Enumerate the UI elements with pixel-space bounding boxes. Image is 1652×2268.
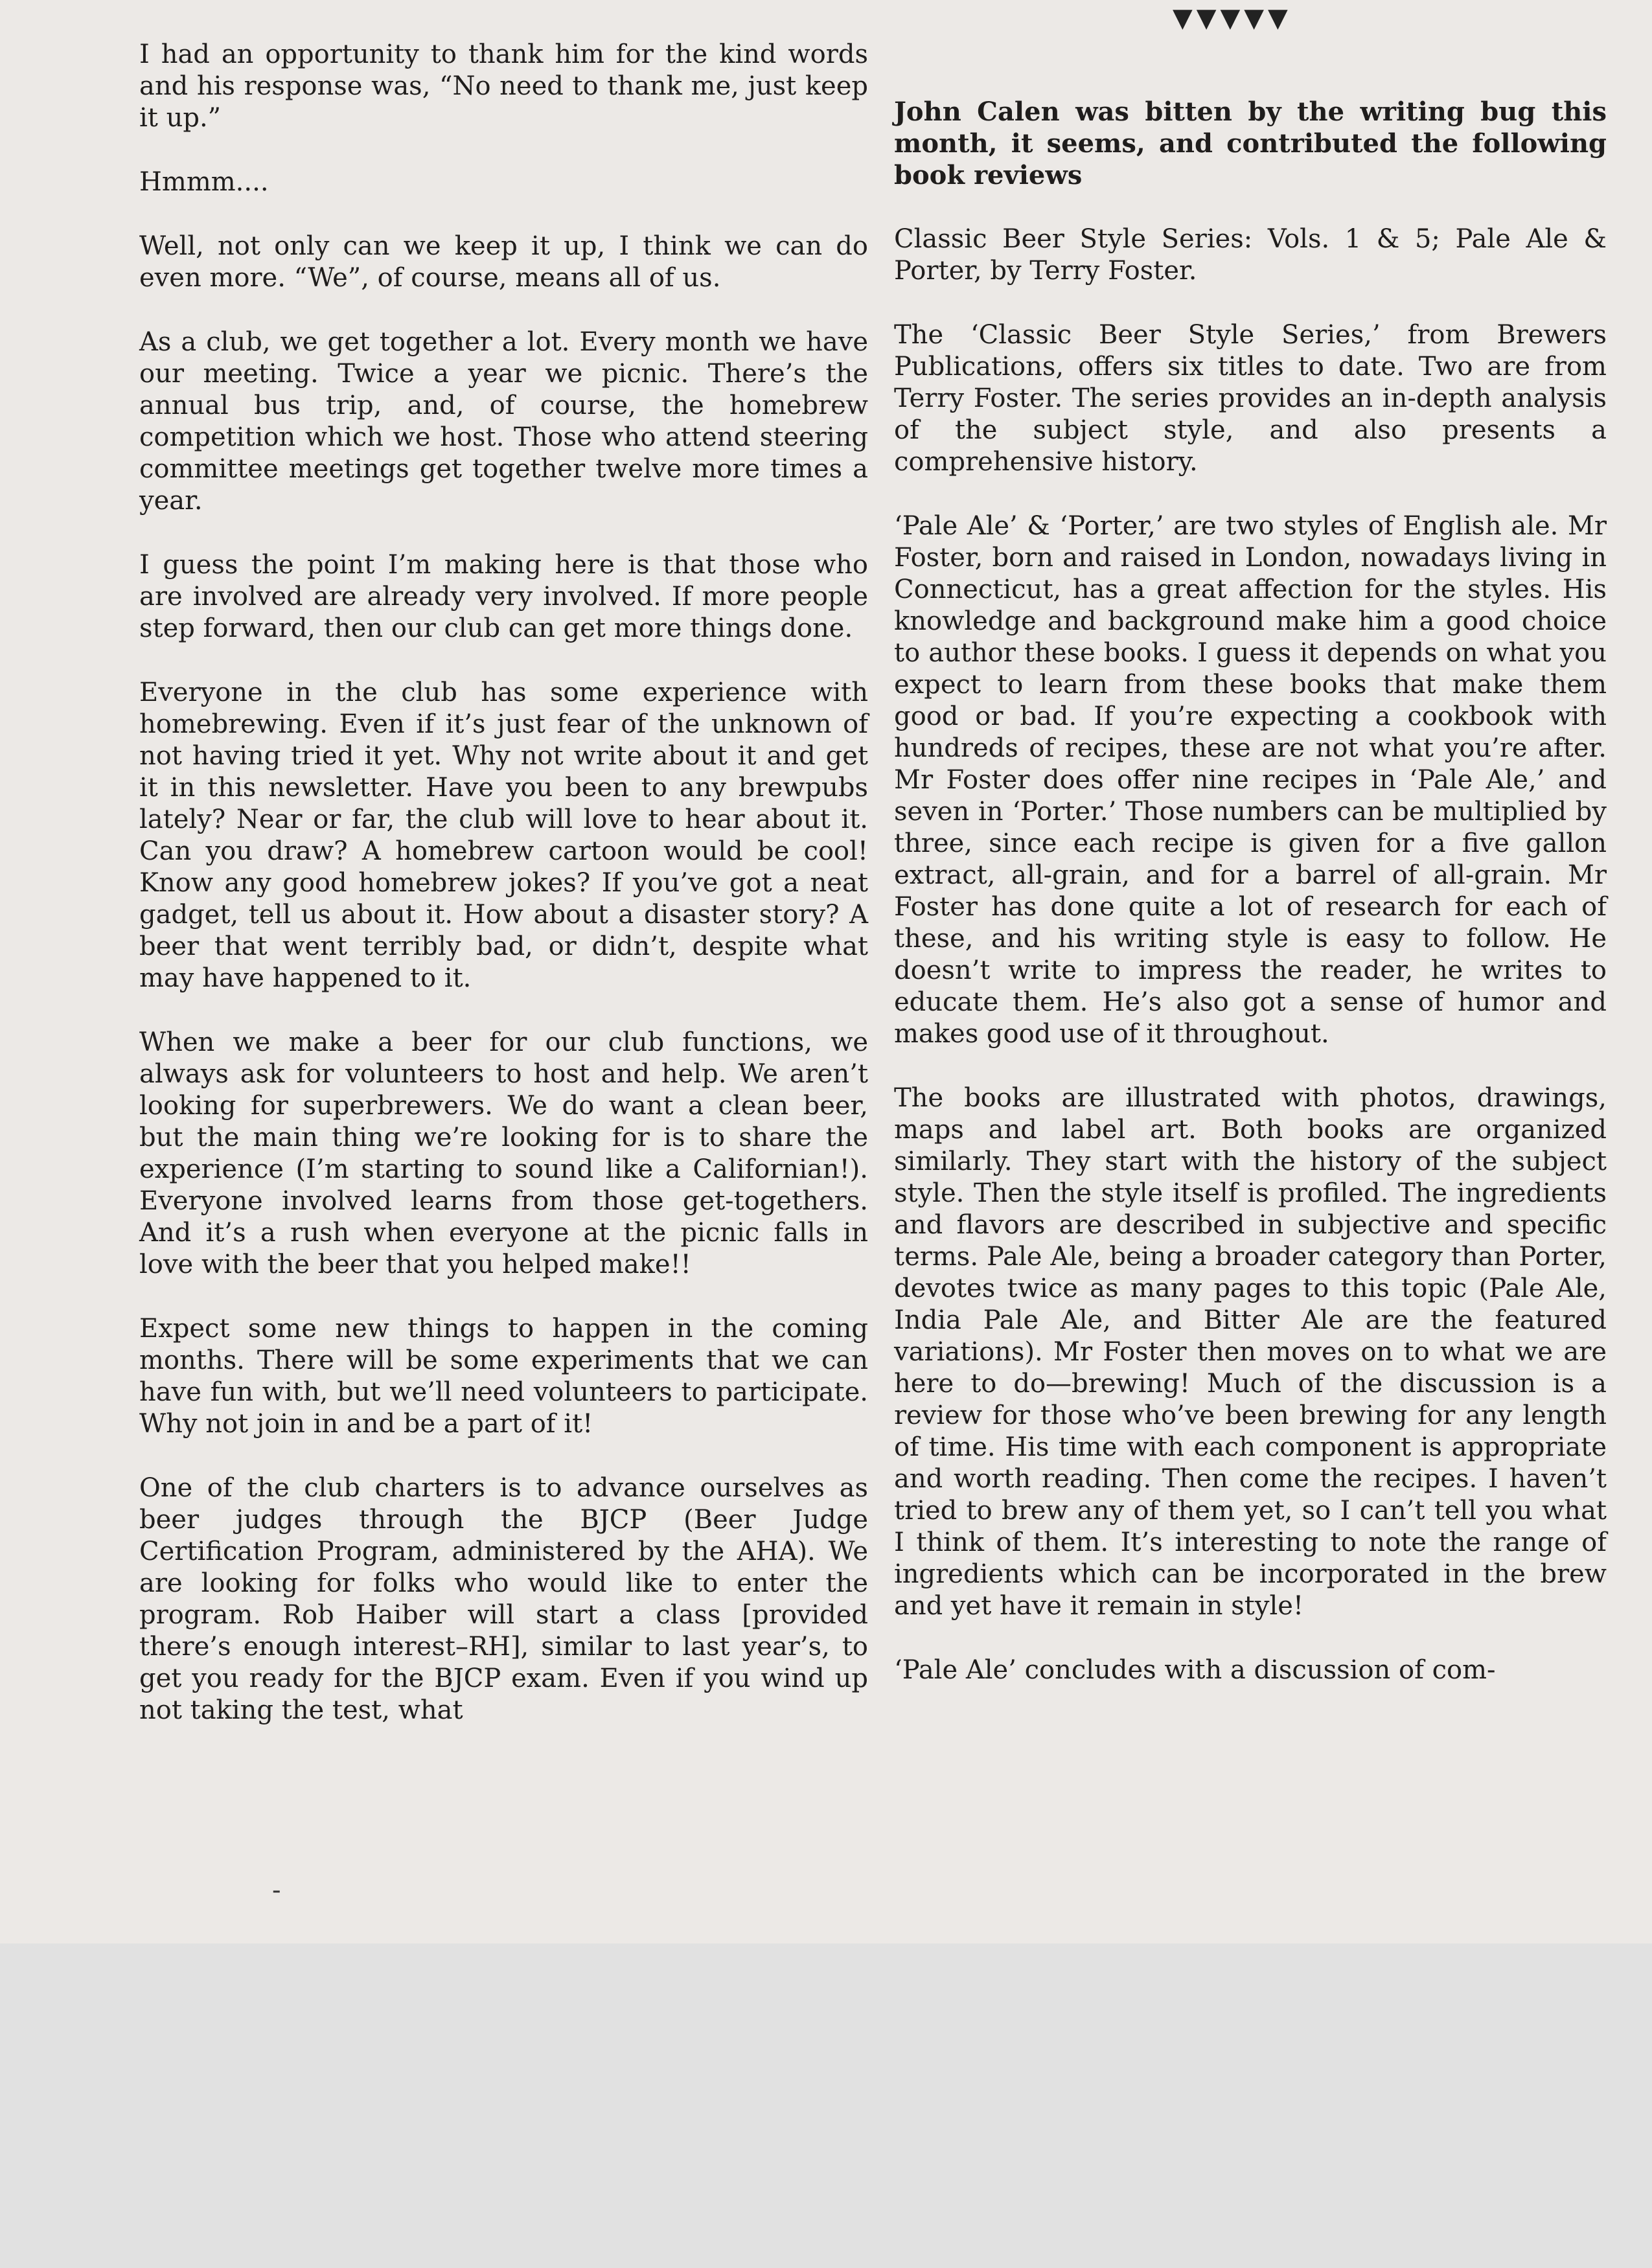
paragraph: I had an opportunity to thank him for the kind words and his response was, “No need to thank me, just keep it up.” bbox=[139, 40, 868, 133]
paragraph: The books are illustrated with photos, drawings, maps and label art. Both books are organized similarly. They start with the history of the subject style. Then the style itself is profiled. The ingredients and flavors are described in subjective and specific terms. Pale Ale, being a broader category than Porter, devotes twice as many pages to this topic (Pale Ale, India Pale Ale, and Bitter Ale are the featured variations). Mr Foster then moves on to what we are here to do—brewing! Much of the discussion is a review for those who’ve been brewing for any length of time. His time with each component is appropriate and worth reading. Then come the recipes. I haven’t tried to brew any of them yet, so I can’t tell you what I think of them. It’s interesting to note the range of ingredients which can be incorporated in the brew and yet have it remain in style! bbox=[894, 1083, 1607, 1621]
paragraph: ‘Pale Ale’ concludes with a discussion of com- bbox=[894, 1655, 1496, 1685]
paragraph: As a club, we get together a lot. Every month we have our meeting. Twice a year we picnic. There’s the annual bus trip, and, of course, the homebrew competition which we host. Those who attend steering committee meetings get together twelve more times a year. bbox=[139, 327, 868, 516]
book-title: Classic Beer Style Series: Vols. 1 & 5; Pale Ale & Porter, by Terry Foster. bbox=[894, 224, 1607, 286]
paragraph: ‘Pale Ale’ & ‘Porter,’ are two styles of English ale. Mr Foster, born and raised in London, nowadays living in Connecticut, has a great affection for the styles. His knowledge and background make him a good choice to author these books. I guess it depends on what you expect to learn from these books that make them good or bad. If you’re expecting a cookbook with hundreds of recipes, these are not what you’re after. Mr Foster does offer nine recipes in ‘Pale Ale,’ and seven in ‘Porter.’ Those numbers can be multiplied by three, since each recipe is given for a five gallon extract, all-grain, and for a barrel of all-grain. Mr Foster has done quite a lot of research for each of these, and his writing style is easy to follow. He doesn’t write to impress the reader, he writes to educate them. He’s also got a sense of humor and makes good use of it throughout. bbox=[894, 511, 1607, 1049]
paragraph: One of the club charters is to advance ourselves as beer judges through the BJCP (Beer Judge Certification Program, administered by the AHA). We are looking for folks who would like to enter the program. Rob Haiber will start a class [provided there’s enough interest–RH], similar to last year’s, to get you ready for the BJCP exam. Even if you wind up not taking the test, what bbox=[139, 1473, 868, 1725]
right-column bbox=[894, 96, 1607, 1719]
paragraph: Expect some new things to happen in the coming months. There will be some experiments that we can have fun with, but we’ll need volunteers to participate. Why not join in and be a part of it! bbox=[139, 1314, 868, 1439]
review-intro: John Calen was bitten by the writing bug this month, it seems, and contributed the following book reviews bbox=[894, 97, 1607, 190]
paragraph: The ‘Classic Beer Style Series,’ from Brewers Publications, offers six titles to date. Two are from Terry Foster. The series provides an in-depth analysis of the subject style, and also presents a comprehensive history. bbox=[894, 320, 1607, 477]
paragraph: Everyone in the club has some experience with homebrewing. Even if it’s just fear of the unknown of not having tried it yet. Why not write about it and get it in this newsletter. Have you been to any brewpubs lately? Near or far, the club will love to hear about it. Can you draw? A homebrew cartoon would be cool! Know any good homebrew jokes? If you’ve got a neat gadget, tell us about it. How about a disaster story? A beer that went terribly bad, or didn’t, despite what may have happened to it. bbox=[139, 678, 868, 993]
paragraph: Well, not only can we keep it up, I think we can do even more. “We”, of course, means all of us. bbox=[139, 231, 868, 293]
ornament-triangles: ▼▼▼▼▼ bbox=[1173, 3, 1292, 33]
stray-mark: - bbox=[272, 1875, 281, 1905]
scan-background bbox=[0, 1943, 1652, 2268]
paragraph: When we make a beer for our club functions, we always ask for volunteers to host and help. We aren’t looking for superbrewers. We do want a clean beer, but the main thing we’re looking for is to share the experience (I’m starting to sound like a Californian!). Everyone involved learns from those get-togethers. And it’s a rush when everyone at the picnic falls in love with the beer that you helped make!! bbox=[139, 1027, 868, 1279]
left-column bbox=[139, 39, 868, 1759]
paragraph: Hmmm.... bbox=[139, 167, 269, 197]
paragraph: I guess the point I’m making here is that those who are involved are already very involved. If more people step forward, then our club can get more things done. bbox=[139, 550, 868, 643]
